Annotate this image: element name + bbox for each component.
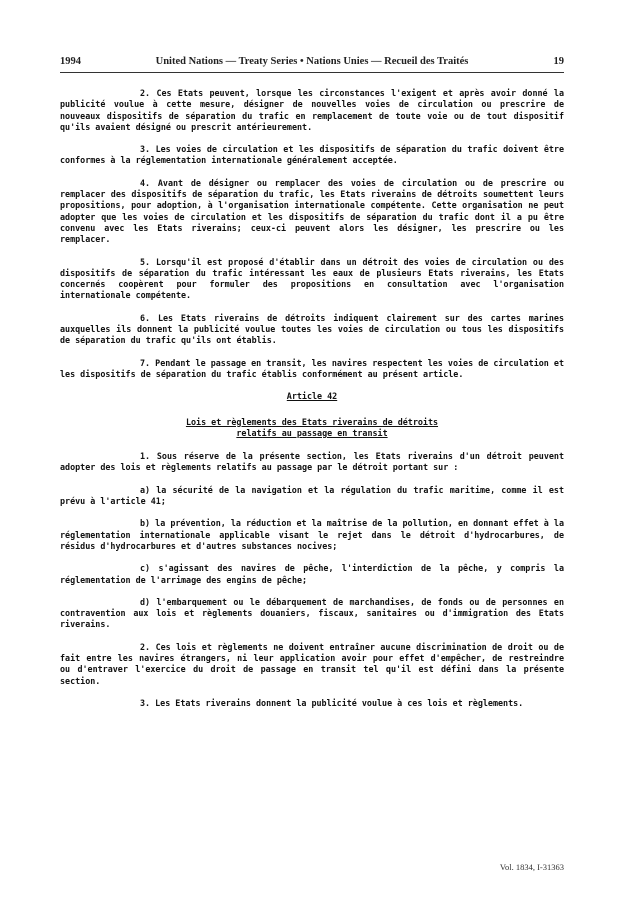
article-subtitle-line2: relatifs au passage en transit [236, 427, 388, 438]
article-subtitle-line1: Lois et règlements des Etats riverains de détroits [185, 416, 439, 427]
paragraph-number: a) [140, 484, 151, 495]
paragraph [60, 698, 564, 709]
paragraph-number: 3. [140, 697, 151, 708]
paragraph-number: b) [140, 518, 151, 529]
paragraph-text: Lorsqu'il est proposé d'établir dans un détroit des voies de circulation ou des dispositifs de séparation du trafic intéressant les eaux de plusieurs Etats riverains, les Etats concernés coopèrent pour formuler des propositions en consultation avec l'organisation internationale compétente. [60, 256, 564, 301]
paragraphs-after [60, 451, 564, 709]
paragraph-number: 2. [140, 641, 151, 652]
paragraph-number: 6. [140, 312, 151, 323]
paragraphs-before [60, 88, 564, 380]
paragraph [60, 563, 564, 586]
volume-reference: Vol. 1834, I-31363 [499, 862, 564, 872]
paragraph-text: l'embarquement ou le débarquement de marchandises, de fonds ou de personnes en contravention aux lois et règlements douaniers, fiscaux, sanitaires ou d'immigration des Etats riverains. [60, 596, 564, 630]
paragraph-text: Ces Etats peuvent, lorsque les circonstances l'exigent et après avoir donné la publicité voulue à cette mesure, désigner de nouvelles voies de circulation ou prescrire de nouveaux dispositifs de séparation du trafic en remplacement de toute voie ou de tout dispositif qu'ils avaient désigné ou prescrit antérieurement. [60, 88, 564, 132]
paragraph-text: s'agissant des navires de pêche, l'interdiction de la pêche, y compris la réglementation de l'arrimage des engins de pêche; [60, 563, 564, 585]
paragraph [60, 518, 564, 552]
paragraph [60, 178, 564, 246]
paragraph-number: c) [140, 563, 151, 574]
header-year: 1994 [60, 56, 81, 67]
running-header [60, 56, 564, 73]
paragraph-number: 4. [140, 177, 151, 188]
paragraph-text: Sous réserve de la présente section, les Etats riverains d'un détroit peuvent adopter des lois et règlements relatifs au passage par le détroit portant sur : [60, 451, 564, 473]
paragraph-text: la sécurité de la navigation et la régulation du trafic maritime, comme il est prévu à l'article 41; [60, 484, 564, 507]
document-body [60, 88, 564, 720]
paragraph-number: 2. [140, 88, 151, 98]
paragraph [60, 358, 564, 381]
paragraph-text: Ces lois et règlements ne doivent entraîner aucune discrimination de droit ou de fait entre les navires étrangers, ni leur application avoir pour effet d'empêcher, de restreindre ou d'entraver l'exercice du droit de passage en transit tel qu'il est défini dans la présente section. [60, 641, 564, 686]
paragraph [60, 144, 564, 167]
header-title: United Nations — Treaty Series • Nations Unies — Recueil des Traités [155, 56, 469, 67]
paragraph-number: 5. [140, 256, 151, 267]
paragraph-number: 1. [140, 451, 151, 462]
paragraph-text: la prévention, la réduction et la maîtrise de la pollution, en donnant effet à la réglementation internationale applicable visant le rejet dans le détroit d'hydrocarbures, de résidus d'hydrocarbures et d'autres substances nocives; [60, 518, 564, 551]
paragraph [60, 313, 564, 347]
paragraph-text: Les Etats riverains donnent la publicité voulue à ces lois et règlements. [155, 697, 524, 708]
paragraph [60, 257, 564, 302]
paragraph-text: Avant de désigner ou remplacer des voies de circulation ou de prescrire ou remplacer des dispositifs de séparation du trafic, les Etats riverains de détroits soumettent leurs propositions, pour adoption, à l'organisation internationale compétente. Cette organisation ne peut adopter que les voies de circulation et les dispositifs de séparation du trafic dont il a pu être convenu avec les Etats riverains; ceux-ci peuvent alors les désigner, les prescrire ou les remplacer. [60, 177, 564, 245]
paragraph-number: 7. [140, 357, 151, 368]
paragraph [60, 88, 564, 133]
paragraph-number: d) [140, 596, 151, 607]
paragraph-number: 3. [140, 144, 151, 155]
paragraph [60, 451, 564, 474]
paragraph [60, 597, 564, 631]
article-heading: Article 42 [286, 391, 338, 402]
paragraph-text: Les voies de circulation et les dispositifs de séparation du trafic doivent être conformes à la réglementation internationale généralement acceptée. [60, 144, 564, 166]
paragraph [60, 485, 564, 508]
paragraph-text: Les Etats riverains de détroits indiquent clairement sur des cartes marines auxquelles ils donnent la publicité voulue toutes les voies de circulation ou tous les dispositifs de séparation du trafic qu'ils ont établis. [60, 312, 564, 346]
paragraph-text: Pendant le passage en transit, les navires respectent les voies de circulation et les dispositifs de séparation du trafic établis conformément au présent article. [60, 357, 564, 379]
paragraph [60, 642, 564, 687]
page-number: 19 [553, 56, 564, 67]
